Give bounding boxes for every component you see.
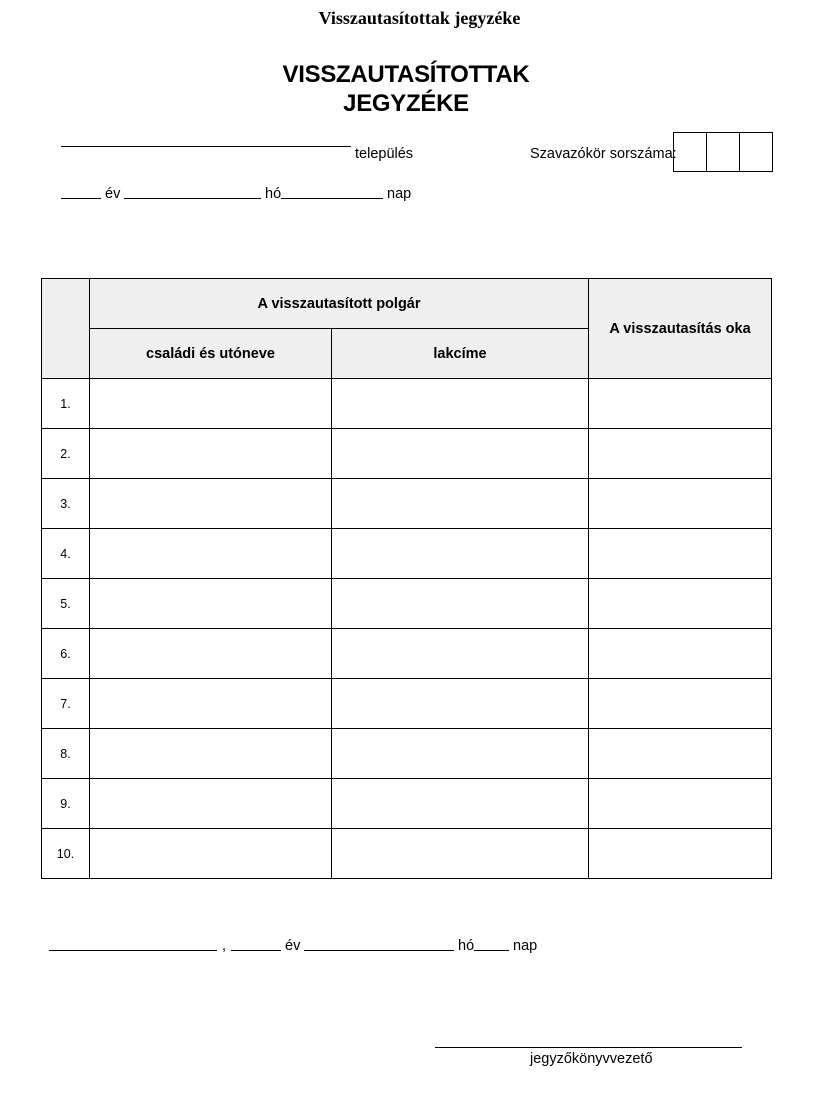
rejected-citizen-group-header: A visszautasított polgár	[90, 279, 589, 329]
address-cell[interactable]	[332, 729, 589, 779]
month-label: hó	[265, 186, 282, 202]
rejected-voters-table	[41, 278, 772, 879]
precinct-digit-box-2[interactable]	[707, 133, 740, 171]
table-row	[42, 779, 772, 829]
row-number: 2.	[42, 429, 90, 479]
reason-cell[interactable]	[589, 729, 772, 779]
row-number-header	[42, 279, 90, 379]
bottom-year-blank[interactable]	[231, 950, 281, 951]
day-blank[interactable]	[281, 198, 383, 199]
row-number: 5.	[42, 579, 90, 629]
precinct-label: Szavazókör sorszáma:	[530, 146, 677, 162]
month-blank[interactable]	[124, 198, 261, 199]
title-line-1: VISSZAUTASÍTOTTAK	[282, 61, 530, 88]
year-blank[interactable]	[61, 198, 101, 199]
day-label: nap	[387, 186, 412, 202]
reason-cell[interactable]	[589, 379, 772, 429]
name-cell[interactable]	[90, 429, 332, 479]
address-cell[interactable]	[332, 379, 589, 429]
table-row	[42, 429, 772, 479]
name-cell[interactable]	[90, 379, 332, 429]
name-cell[interactable]	[90, 629, 332, 679]
row-number: 4.	[42, 529, 90, 579]
address-cell[interactable]	[332, 529, 589, 579]
precinct-digit-box-3[interactable]	[740, 133, 772, 171]
year-label: év	[105, 186, 121, 202]
reason-cell[interactable]	[589, 529, 772, 579]
table-row	[42, 579, 772, 629]
page-header: Visszautasítottak jegyzéke	[318, 8, 521, 28]
table-row	[42, 479, 772, 529]
place-blank[interactable]	[49, 950, 217, 951]
bottom-year-label: év	[285, 938, 301, 954]
settlement-label: település	[355, 146, 414, 162]
bottom-month-blank[interactable]	[304, 950, 454, 951]
reason-cell[interactable]	[589, 779, 772, 829]
bottom-month-label: hó	[458, 938, 475, 954]
row-number: 1.	[42, 379, 90, 429]
name-cell[interactable]	[90, 479, 332, 529]
reason-cell[interactable]	[589, 579, 772, 629]
row-number: 8.	[42, 729, 90, 779]
name-cell[interactable]	[90, 829, 332, 879]
signature-label: jegyzőkönyvvezető	[530, 1051, 653, 1067]
bottom-day-blank[interactable]	[474, 950, 509, 951]
row-number: 7.	[42, 679, 90, 729]
address-cell[interactable]	[332, 429, 589, 479]
table-row	[42, 629, 772, 679]
reason-cell[interactable]	[589, 829, 772, 879]
reason-cell[interactable]	[589, 629, 772, 679]
address-cell[interactable]	[332, 579, 589, 629]
row-number: 3.	[42, 479, 90, 529]
document-title	[0, 60, 812, 118]
name-cell[interactable]	[90, 679, 332, 729]
address-cell[interactable]	[332, 829, 589, 879]
name-cell[interactable]	[90, 729, 332, 779]
rejection-reason-header: A visszautasítás oka	[589, 279, 772, 379]
table-row	[42, 729, 772, 779]
reason-cell[interactable]	[589, 479, 772, 529]
row-number: 6.	[42, 629, 90, 679]
precinct-number-boxes	[673, 132, 773, 172]
reason-cell[interactable]	[589, 679, 772, 729]
reason-cell[interactable]	[589, 429, 772, 479]
address-cell[interactable]	[332, 779, 589, 829]
title-line-2: JEGYZÉKE	[343, 90, 469, 117]
name-column-header: családi és utóneve	[90, 329, 332, 379]
address-cell[interactable]	[332, 629, 589, 679]
name-cell[interactable]	[90, 529, 332, 579]
row-number: 9.	[42, 779, 90, 829]
table-row	[42, 529, 772, 579]
address-column-header: lakcíme	[332, 329, 589, 379]
address-cell[interactable]	[332, 479, 589, 529]
comma-separator: ,	[222, 938, 227, 954]
address-cell[interactable]	[332, 679, 589, 729]
precinct-digit-box-1[interactable]	[674, 133, 707, 171]
settlement-blank[interactable]	[61, 146, 351, 147]
bottom-day-label: nap	[513, 938, 538, 954]
table-row	[42, 679, 772, 729]
name-cell[interactable]	[90, 779, 332, 829]
table-row	[42, 379, 772, 429]
signature-line[interactable]	[435, 1047, 742, 1048]
name-cell[interactable]	[90, 579, 332, 629]
row-number: 10.	[42, 829, 90, 879]
table-row	[42, 829, 772, 879]
